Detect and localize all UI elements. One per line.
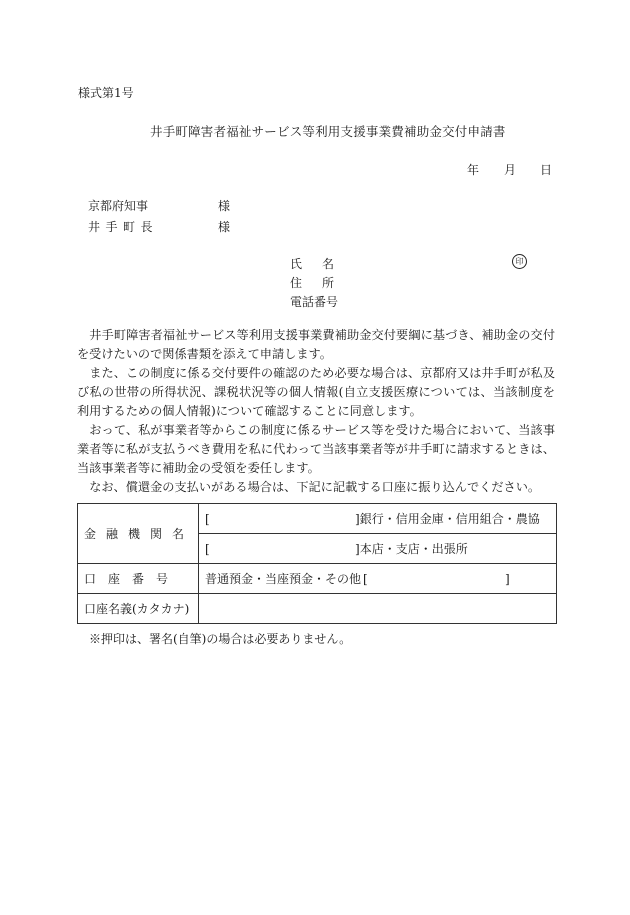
account-number-field[interactable] — [199, 564, 557, 594]
account-number-label-cell — [78, 564, 199, 594]
applicant-address-label: 住所 — [290, 276, 355, 290]
institution-types: 銀行・信用金庫・信用組合・農協 — [359, 512, 540, 526]
addressee-governor: 京都府知事 — [88, 199, 149, 213]
addressee-mayor-honorific: 様 — [218, 220, 231, 234]
branch-bracket-close: ] — [355, 541, 360, 556]
account-holder-label-cell — [78, 594, 199, 624]
seal-icon: 印 — [512, 254, 527, 269]
institution-label-cell — [78, 504, 199, 564]
seal-note: ※押印は、署名(自筆)の場合は必要ありません。 — [89, 632, 352, 646]
body-paragraph-4: なお、償還金の支払いがある場合は、下記に記載する口座に振り込んでください。 — [89, 480, 541, 494]
branch-types: 本店・支店・出張所 — [359, 542, 468, 556]
institution-bracket-open: [ — [205, 511, 210, 526]
account-types: 普通預金・当座預金・その他 — [205, 572, 362, 586]
form-number: 様式第1号 — [78, 86, 134, 100]
date-month-label: 月 — [504, 163, 517, 177]
branch-name-field[interactable] — [199, 534, 557, 564]
applicant-tel-label: 電話番号 — [290, 295, 339, 309]
institution-label: 金融機関名 — [84, 527, 195, 541]
institution-bracket-close: ] — [355, 511, 360, 526]
account-number-label: 口座番号 — [84, 572, 181, 586]
account-holder-label: 口座名義(カタカナ) — [84, 602, 190, 616]
date-year-label: 年 — [467, 163, 480, 177]
branch-bracket-open: [ — [205, 541, 210, 556]
body-paragraph-2: また、この制度に係る交付要件の確認のため必要な場合は、京都府又は井手町が私及び私の世帯の所得状況、課税状況等の個人情報(自立支援医療については、当該制度を利用するための個人情報)について確認することに同意します。 — [77, 366, 556, 418]
application-body — [77, 326, 555, 497]
body-paragraph-1: 井手町障害者福祉サービス等利用支援事業費補助金交付要綱に基づき、補助金の交付を受けたいので関係書類を添えて申請します。 — [77, 328, 556, 361]
institution-name-field[interactable] — [199, 504, 557, 534]
addressee-mayor: 井手町長 — [88, 220, 159, 234]
applicant-name-label: 氏名 — [290, 257, 355, 271]
account-bracket-close: ] — [505, 571, 510, 586]
date-day-label: 日 — [540, 163, 553, 177]
account-bracket-open: [ — [363, 571, 368, 586]
bank-account-table — [77, 503, 557, 624]
account-holder-field[interactable] — [199, 594, 557, 624]
document-title: 井手町障害者福祉サービス等利用支援事業費補助金交付申請書 — [150, 124, 506, 139]
addressee-governor-honorific: 様 — [218, 199, 231, 213]
body-paragraph-3: おって、私が事業者等からこの制度に係るサービス等を受けた場合において、当該事業者等に私が支払うべき費用を私に代わって当該事業者等が井手町に請求するときは、当該事業者等に補助金の受領を委任します。 — [77, 423, 556, 475]
